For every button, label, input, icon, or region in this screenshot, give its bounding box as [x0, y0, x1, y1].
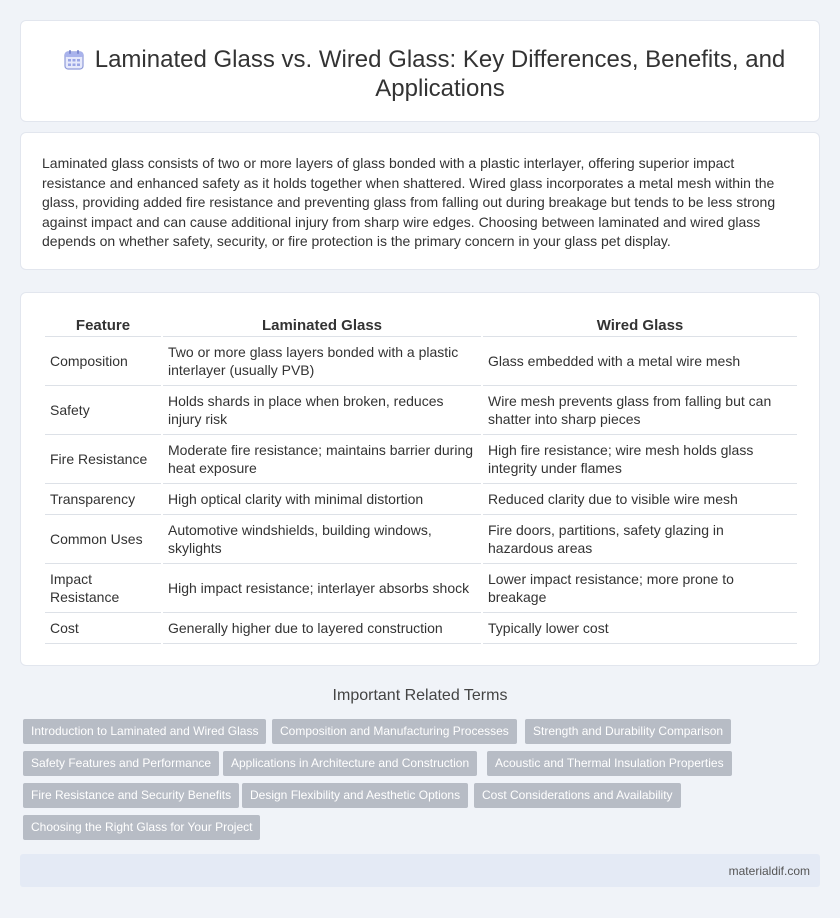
table-row	[45, 435, 797, 484]
table-row	[45, 386, 797, 435]
cell-wired: High fire resistance; wire mesh holds glass integrity under flames	[483, 435, 797, 484]
cell-laminated: Moderate fire resistance; maintains barrier during heat exposure	[163, 435, 481, 484]
table-row	[45, 613, 797, 644]
calendar-icon	[63, 49, 85, 71]
cell-feature: Common Uses	[45, 515, 161, 564]
related-term-tag[interactable]: Fire Resistance and Security Benefits	[23, 783, 239, 808]
cell-wired: Wire mesh prevents glass from falling but can shatter into sharp pieces	[483, 386, 797, 435]
cell-laminated: High impact resistance; interlayer absorbs shock	[163, 564, 481, 613]
related-term-tag[interactable]: Strength and Durability Comparison	[525, 719, 731, 744]
intro-card	[20, 132, 820, 270]
related-term-tag[interactable]: Cost Considerations and Availability	[474, 783, 681, 808]
table-row	[45, 484, 797, 515]
cell-feature: Fire Resistance	[45, 435, 161, 484]
comparison-card	[20, 292, 820, 666]
cell-feature: Cost	[45, 613, 161, 644]
cell-wired: Reduced clarity due to visible wire mesh	[483, 484, 797, 515]
cell-feature: Composition	[45, 337, 161, 386]
header-laminated: Laminated Glass	[163, 313, 481, 337]
comparison-table	[43, 313, 799, 644]
header-wired: Wired Glass	[483, 313, 797, 337]
related-term-tag[interactable]: Introduction to Laminated and Wired Glass	[23, 719, 266, 744]
cell-feature: Safety	[45, 386, 161, 435]
table-row	[45, 564, 797, 613]
cell-wired: Fire doors, partitions, safety glazing in hazardous areas	[483, 515, 797, 564]
cell-laminated: Holds shards in place when broken, reduces injury risk	[163, 386, 481, 435]
cell-feature: Impact Resistance	[45, 564, 161, 613]
footer-site-link[interactable]: materialdif.com	[728, 864, 810, 878]
cell-wired: Glass embedded with a metal wire mesh	[483, 337, 797, 386]
page-title: Laminated Glass vs. Wired Glass: Key Differences, Benefits, and Applications	[94, 46, 786, 102]
table-row	[45, 337, 797, 386]
related-terms-title: Important Related Terms	[332, 687, 508, 704]
related-term-tag[interactable]: Choosing the Right Glass for Your Project	[23, 815, 260, 840]
table-header-row	[45, 313, 797, 337]
footer	[20, 854, 820, 887]
cell-laminated: High optical clarity with minimal distortion	[163, 484, 481, 515]
related-term-tag[interactable]: Design Flexibility and Aesthetic Options	[242, 783, 468, 808]
related-term-tag[interactable]: Composition and Manufacturing Processes	[272, 719, 517, 744]
cell-laminated: Automotive windshields, building windows, skylights	[163, 515, 481, 564]
header-card	[20, 20, 820, 122]
intro-paragraph: Laminated glass consists of two or more layers of glass bonded with a plastic interlayer, offering superior impact resistance and enhanced safety as it holds together when shattered. Wired glass incorporates a metal mesh within the glass, providing added fire resistance and preventing glass from falling out during breakage but tends to be less strong against impact and can cause additional injury from sharp wire edges. Choosing between laminated and wired glass depends on whether safety, security, or fire protection is the primary concern in your glass pet display.	[42, 155, 776, 250]
cell-wired: Lower impact resistance; more prone to breakage	[483, 564, 797, 613]
related-term-tag[interactable]: Safety Features and Performance	[23, 751, 219, 776]
related-term-tag[interactable]: Applications in Architecture and Construction	[223, 751, 477, 776]
cell-laminated: Two or more glass layers bonded with a plastic interlayer (usually PVB)	[163, 337, 481, 386]
related-term-tag[interactable]: Acoustic and Thermal Insulation Properties	[487, 751, 732, 776]
cell-wired: Typically lower cost	[483, 613, 797, 644]
cell-laminated: Generally higher due to layered construction	[163, 613, 481, 644]
header-feature: Feature	[45, 313, 161, 337]
table-row	[45, 515, 797, 564]
cell-feature: Transparency	[45, 484, 161, 515]
